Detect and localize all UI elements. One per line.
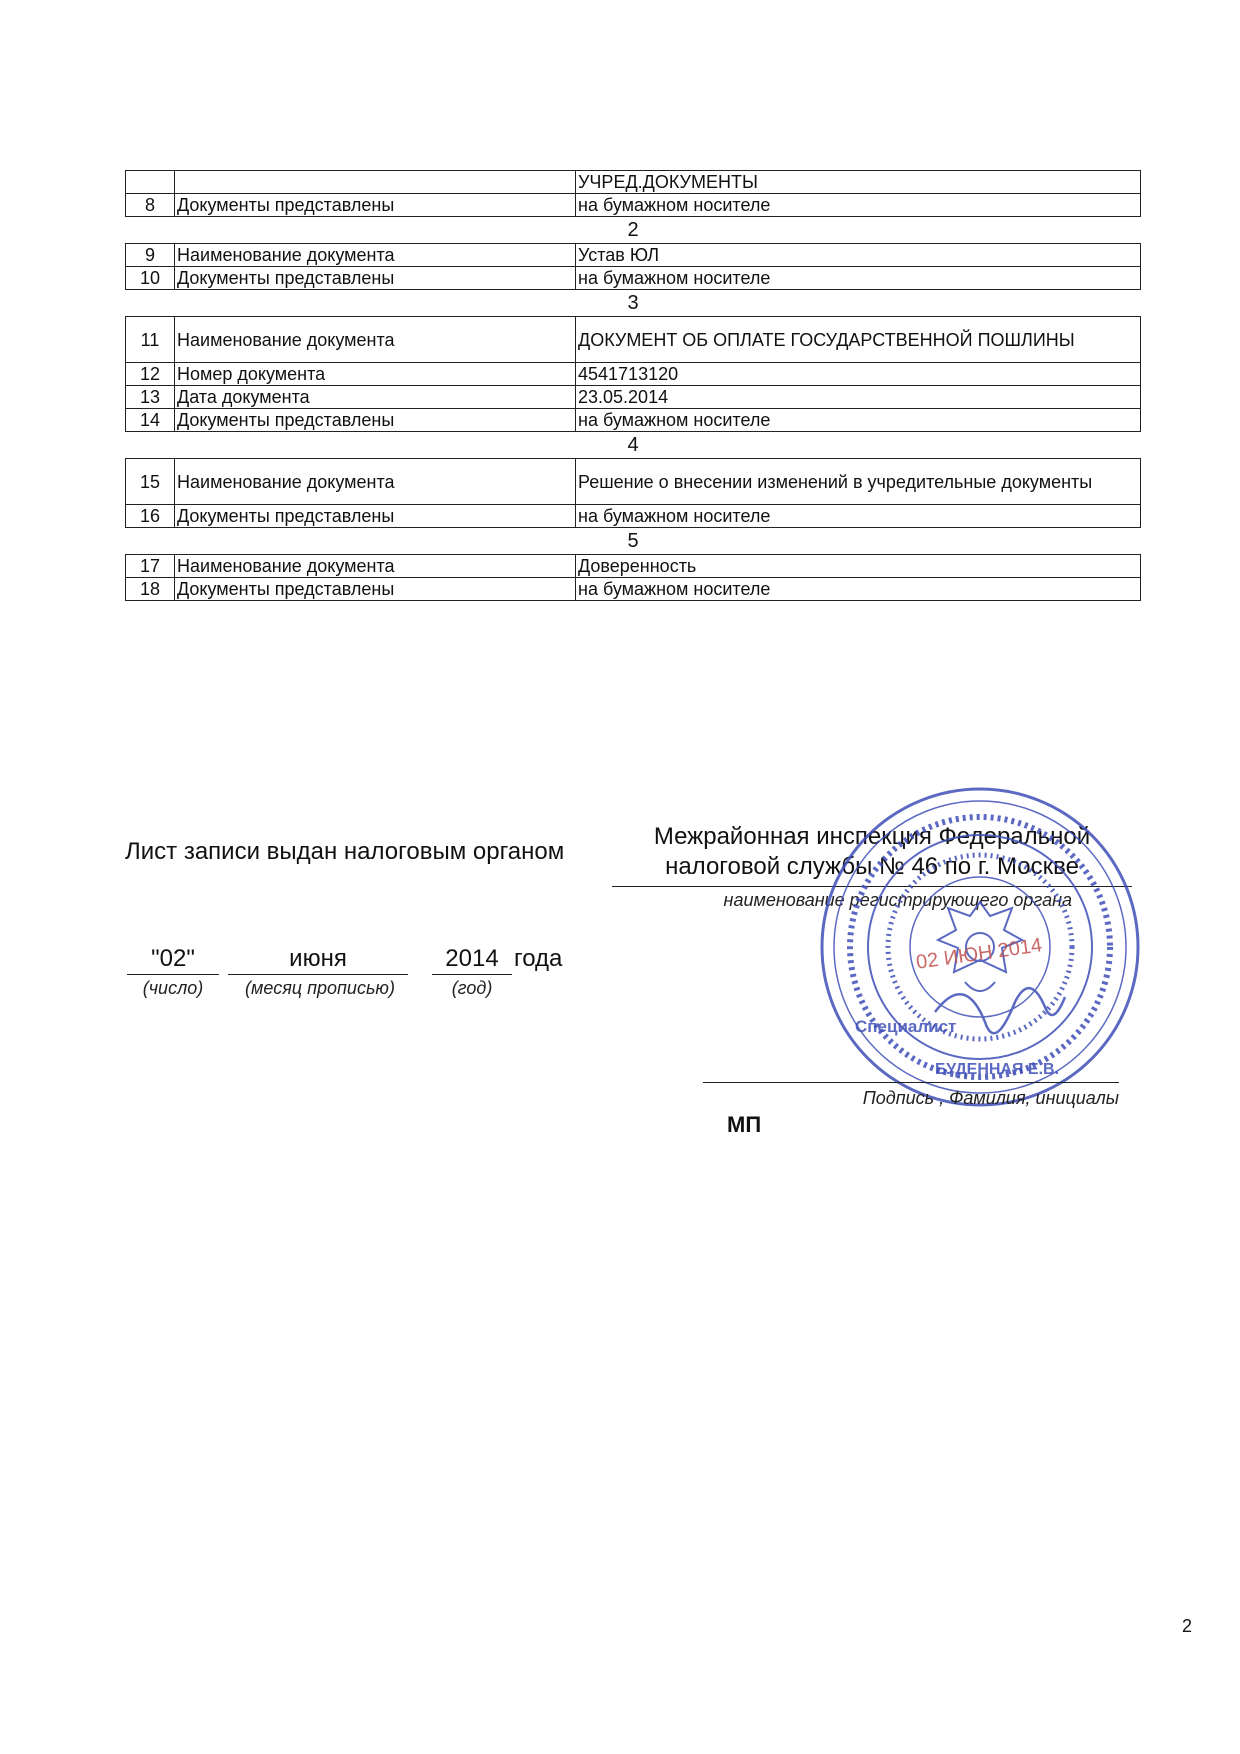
row-value: на бумажном носителе: [576, 194, 1141, 217]
row-field: Документы представлены: [175, 409, 576, 432]
row-field: Наименование документа: [175, 244, 576, 267]
row-value: Устав ЮЛ: [576, 244, 1141, 267]
table-group-3: [125, 316, 1141, 432]
date-month-caption: (месяц прописью): [245, 978, 395, 998]
row-number: 17: [126, 555, 175, 578]
row-field: Документы представлены: [175, 267, 576, 290]
row-number: 15: [126, 459, 175, 505]
row-number: 8: [126, 194, 175, 217]
row-value: на бумажном носителе: [576, 409, 1141, 432]
table-group-4: [125, 458, 1141, 528]
date-day-underline: [127, 974, 219, 975]
table-row: [126, 505, 1141, 528]
table-row: [126, 386, 1141, 409]
table-row: [126, 459, 1141, 505]
row-field: [175, 171, 576, 194]
row-number: 18: [126, 578, 175, 601]
table-row: [126, 409, 1141, 432]
row-number: 9: [126, 244, 175, 267]
row-number: 14: [126, 409, 175, 432]
table-row: [126, 363, 1141, 386]
table-row: [126, 555, 1141, 578]
row-value: 23.05.2014: [576, 386, 1141, 409]
row-field: Документы представлены: [175, 194, 576, 217]
issued-label: Лист записи выдан налоговым органом: [125, 838, 565, 865]
official-seal-stamp: [815, 782, 1145, 1112]
row-field: Дата документа: [175, 386, 576, 409]
signature-caption: Подпись , Фамилия, инициалы: [862, 1088, 1119, 1108]
row-value: Доверенность: [576, 555, 1141, 578]
row-value: на бумажном носителе: [576, 267, 1141, 290]
table-row: [126, 194, 1141, 217]
row-field: Наименование документа: [175, 459, 576, 505]
row-number: 11: [126, 317, 175, 363]
date-year: 2014: [445, 945, 499, 972]
svg-text:02 ИЮН 2014: 02 ИЮН 2014: [914, 934, 1044, 974]
table-group-5: [125, 554, 1141, 601]
row-value: на бумажном носителе: [576, 578, 1141, 601]
row-number: 10: [126, 267, 175, 290]
row-number: [126, 171, 175, 194]
row-field: Документы представлены: [175, 578, 576, 601]
row-field: Наименование документа: [175, 317, 576, 363]
row-value: УЧРЕД.ДОКУМЕНТЫ: [576, 171, 1141, 194]
date-month: июня: [289, 945, 347, 972]
page-number: 2: [1182, 1616, 1193, 1636]
date-day-caption: (число): [142, 978, 204, 998]
group-label: 3: [627, 292, 639, 314]
row-field: Документы представлены: [175, 505, 576, 528]
date-year-caption: (год): [451, 978, 493, 998]
table-group-1: [125, 170, 1141, 217]
seal-place-mark: МП: [727, 1112, 762, 1137]
row-number: 16: [126, 505, 175, 528]
table-group-2: [125, 243, 1141, 290]
row-value: Решение о внесении изменений в учредительные документы: [576, 459, 1141, 505]
table-row: [126, 317, 1141, 363]
table-row: [126, 267, 1141, 290]
row-number: 13: [126, 386, 175, 409]
row-field: Номер документа: [175, 363, 576, 386]
row-field: Наименование документа: [175, 555, 576, 578]
authority-caption: наименование регистрирующего органа: [723, 890, 1072, 910]
table-row: [126, 244, 1141, 267]
date-year-word: года: [514, 945, 563, 972]
authority-name: Межрайонная инспекция Федеральной налоговой службы № 46 по г. Москве: [653, 823, 1091, 880]
date-year-underline: [432, 974, 512, 975]
group-label: 5: [627, 530, 639, 552]
documents-table: [125, 170, 1141, 601]
table-row: [126, 171, 1141, 194]
group-label: 4: [627, 434, 639, 456]
table-row: [126, 578, 1141, 601]
row-value: 4541713120: [576, 363, 1141, 386]
row-number: 12: [126, 363, 175, 386]
group-label: 2: [627, 219, 639, 241]
date-month-underline: [228, 974, 408, 975]
date-day: "02": [151, 945, 195, 972]
row-value: на бумажном носителе: [576, 505, 1141, 528]
svg-text:БУДЕННАЯ Е.В.: БУДЕННАЯ Е.В.: [935, 1061, 1060, 1078]
signature-line: [703, 1082, 1119, 1083]
svg-text:Специалист: Специалист: [855, 1017, 957, 1036]
row-value: ДОКУМЕНТ ОБ ОПЛАТЕ ГОСУДАРСТВЕННОЙ ПОШЛИНЫ: [576, 317, 1141, 363]
